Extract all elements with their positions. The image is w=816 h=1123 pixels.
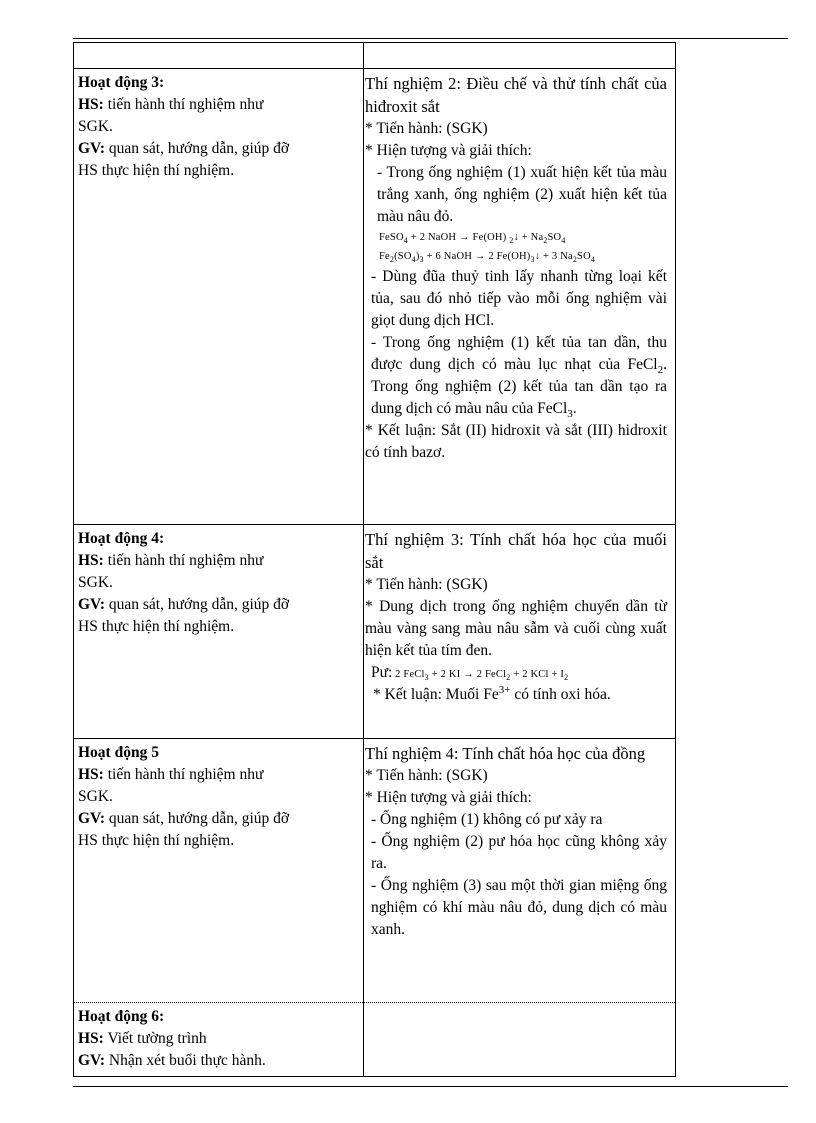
activity-6-empty-cell bbox=[364, 1003, 676, 1077]
experiment-3-observation: * Dung dịch trong ống nghiệm chuyển dần từ màu vàng sang màu nâu sẫm và cuối cùng xuất hiện kết tủa tím đen. bbox=[365, 598, 667, 659]
experiment-4-phenomena-heading: * Hiện tượng và giải thích: bbox=[365, 789, 532, 806]
equation-feso4: FeSO$_4$ + 2 NaOH → Fe(OH) $_2$↓ + $Na_2SO_4$ bbox=[379, 232, 566, 246]
table-row-activity-5 bbox=[74, 739, 676, 1003]
activity-5-gv: GV: quan sát, hướng dẫn, giúp đỡ bbox=[78, 810, 290, 827]
activity-3-gv-cont: HS thực hiện thí nghiệm. bbox=[78, 162, 235, 179]
activity-5-heading: Hoạt động 5 bbox=[78, 744, 159, 761]
activity-6-heading: Hoạt động 6: bbox=[78, 1008, 165, 1025]
experiment-3-conclusion: * Kết luận: Muối $Fe^{3+}$ có tính oxi hóa. bbox=[373, 683, 611, 703]
experiment-2-cell bbox=[364, 69, 676, 525]
footer-rule bbox=[73, 1086, 788, 1087]
activity-3-heading: Hoạt động 3: bbox=[78, 74, 165, 91]
activity-4-gv-cont: HS thực hiện thí nghiệm. bbox=[78, 618, 235, 635]
table-row-activity-4 bbox=[74, 525, 676, 739]
activity-5-hs: HS: tiến hành thí nghiệm như bbox=[78, 766, 264, 783]
empty-cell-left bbox=[74, 43, 364, 69]
experiment-4-observation-1: - Ống nghiệm (1) không có pư xảy ra bbox=[371, 811, 603, 828]
experiment-2-observation-1: - Trong ống nghiệm (1) xuất hiện kết tủa màu trắng xanh, ống nghiệm (2) xuất hiện kết tủa màu nâu đỏ. bbox=[377, 164, 667, 225]
experiment-2-conclusion: * Kết luận: Sắt (II) hidroxit và sắt (III) hidroxit có tính bazơ. bbox=[365, 422, 667, 461]
activity-3-gv: GV: quan sát, hướng dẫn, giúp đỡ bbox=[78, 140, 290, 157]
header-rule bbox=[73, 38, 788, 39]
activity-4-hs-cont: SGK. bbox=[78, 574, 113, 591]
table-row-activity-3 bbox=[74, 69, 676, 525]
experiment-3-procedure: * Tiến hành: (SGK) bbox=[365, 576, 488, 593]
table-row-activity-6 bbox=[74, 1003, 676, 1077]
activity-5-hs-cont: SGK. bbox=[78, 788, 113, 805]
experiment-4-observation-2: - Ống nghiệm (2) pư hóa học cũng không xảy ra. bbox=[371, 833, 667, 872]
experiment-2-observation-2: - Dùng đũa thuỷ tinh lấy nhanh từng loại kết tủa, sau đó nhỏ tiếp vào mỗi ống nghiệm vài giọt dung dịch HCl. bbox=[371, 268, 667, 329]
experiment-3-cell bbox=[364, 525, 676, 739]
activity-5-gv-cont: HS thực hiện thí nghiệm. bbox=[78, 832, 235, 849]
activity-4-hs: HS: tiến hành thí nghiệm như bbox=[78, 552, 264, 569]
equation-fe2so43: $Fe_2(SO_4)_3 + 6$ NaOH → 2 $Fe(OH)_3↓ + 3$ $Na_2SO_4$ bbox=[379, 251, 596, 265]
activity-6-hs: HS: Viết tường trình bbox=[78, 1030, 207, 1047]
experiment-2-observation-3: - Trong ống nghiệm (1) kết tủa tan dần, thu được dung dịch có màu lục nhạt của FeCl$_2$. Trong ống nghiệm (2) kết tủa tan dần tạo ra dung dịch có màu nâu của FeCl$_3$. bbox=[371, 334, 667, 421]
activity-4-gv: GV: quan sát, hướng dẫn, giúp đỡ bbox=[78, 596, 290, 613]
equation-fecl3-ki: Pư: 2 FeCl$_3$ + 2 KI → 2 FeCl$_2$ + 2 KCl + $I_2$ bbox=[371, 664, 569, 683]
experiment-3-title: Thí nghiệm 3: Tính chất hóa học của muối sắt bbox=[365, 530, 667, 572]
empty-cell-right bbox=[364, 43, 676, 69]
lesson-table bbox=[73, 42, 676, 1077]
experiment-4-title: Thí nghiệm 4: Tính chất hóa học của đồng bbox=[365, 744, 646, 763]
activity-3-hs: HS: tiến hành thí nghiệm như bbox=[78, 96, 264, 113]
experiment-4-observation-3: - Ống nghiệm (3) sau một thời gian miệng ống nghiệm có khí màu nâu đỏ, dung dịch có màu xanh. bbox=[371, 877, 667, 938]
experiment-2-procedure: * Tiến hành: (SGK) bbox=[365, 120, 488, 137]
experiment-4-cell bbox=[364, 739, 676, 1003]
experiment-4-procedure: * Tiến hành: (SGK) bbox=[365, 767, 488, 784]
activity-4-heading: Hoạt động 4: bbox=[78, 530, 165, 547]
experiment-2-phenomena-heading: * Hiện tượng và giải thích: bbox=[365, 142, 532, 159]
experiment-2-title: Thí nghiệm 2: Điều chế và thử tính chất của hiđroxit sắt bbox=[365, 74, 667, 116]
activity-3-cell bbox=[74, 69, 364, 525]
activity-6-gv: GV: Nhận xét buổi thực hành. bbox=[78, 1052, 266, 1069]
activity-4-cell bbox=[74, 525, 364, 739]
activity-3-hs-cont: SGK. bbox=[78, 118, 113, 135]
activity-6-cell bbox=[74, 1003, 364, 1077]
table-row-empty bbox=[74, 43, 676, 69]
activity-5-cell bbox=[74, 739, 364, 1003]
